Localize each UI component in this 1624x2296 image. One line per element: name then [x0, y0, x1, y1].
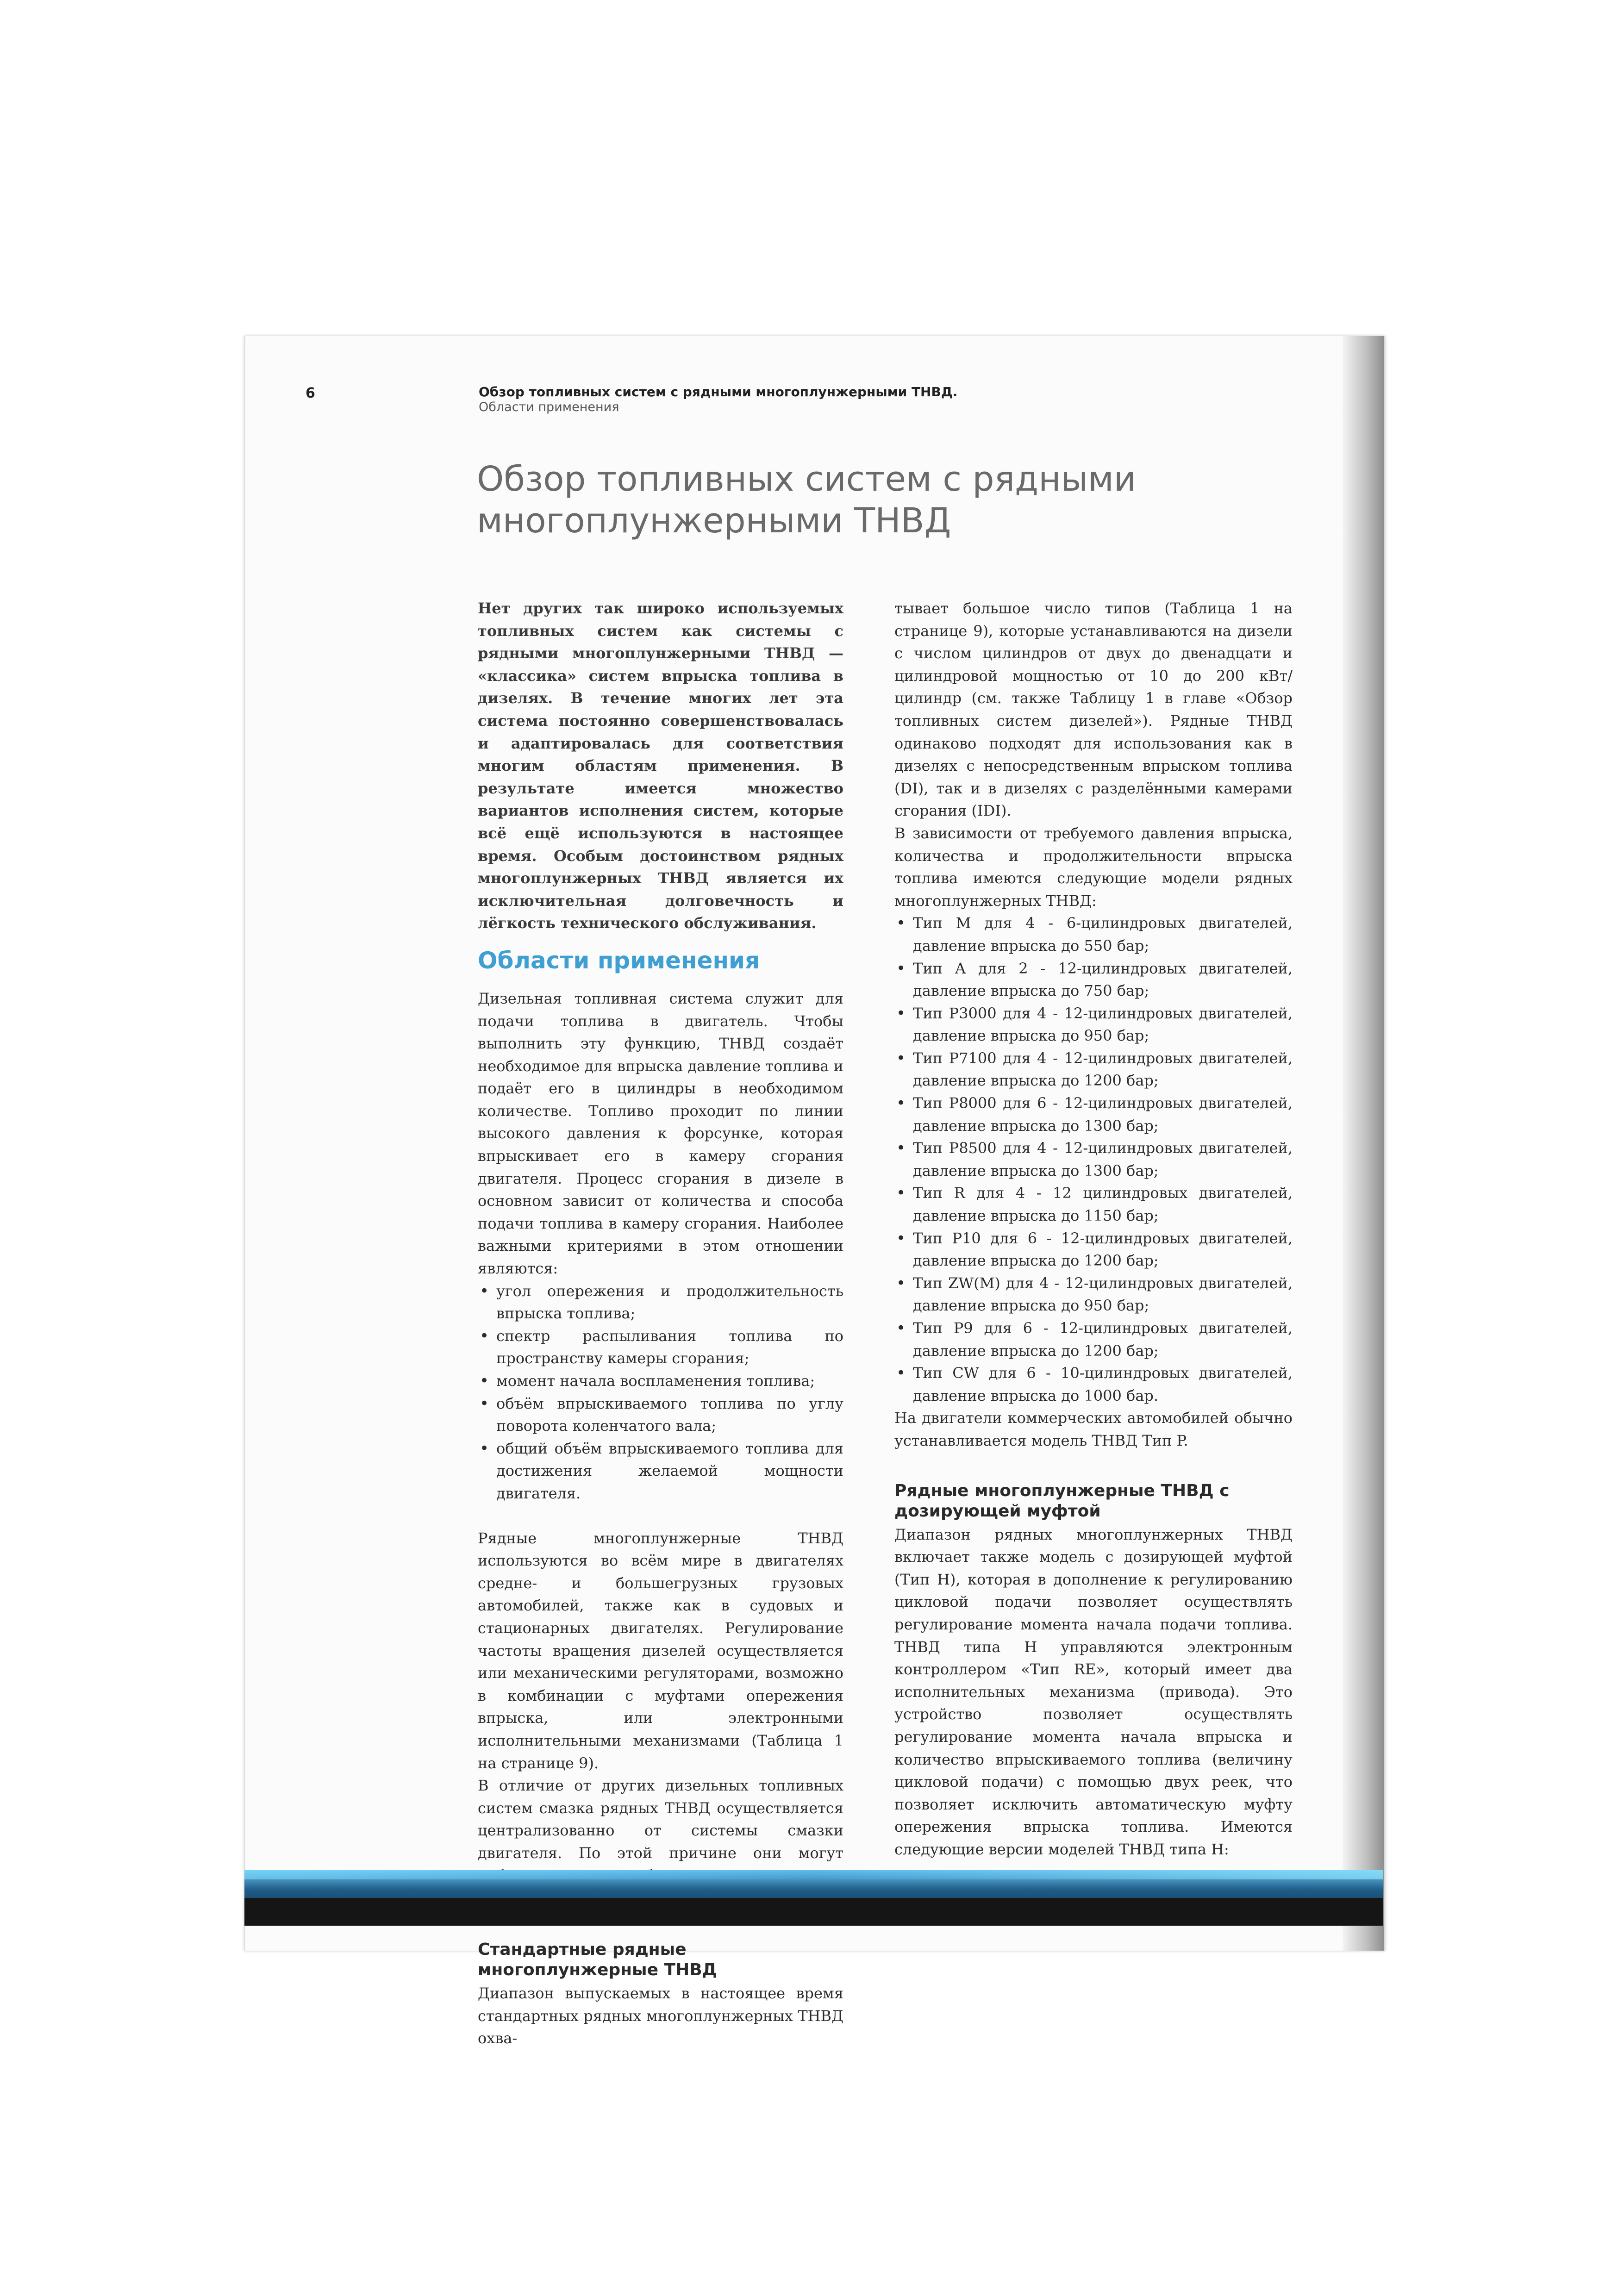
subsection-heading-standard-pumps: Стандартные рядные многоплунжерные ТНВД: [478, 1940, 717, 1980]
list-item: • Тип P8500 для 4 - 12-цилиндровых двигателей, давление впрыска до 1300 бар;: [894, 1137, 1293, 1182]
list-item: • объём впрыскиваемого топлива по углу поворота коленчатого вала;: [478, 1392, 843, 1437]
chapter-title: [477, 458, 1171, 542]
list-item: • Тип P8000 для 6 - 12-цилиндровых двигателей, давление впрыска до 1300 бар;: [894, 1092, 1293, 1137]
applications-paragraph: Дизельная топливная система служит для подачи топлива в двигатель. Чтобы выполнить эту функцию, ТНВД создаёт необходимое для впрыска давление топлива и подаёт его в цилиндры в необходимом количестве. Топливо проходит по линии высокого давления к форсунке, которая впрыскивает его в камеру сгорания двигателя. Процесс сгорания в дизеле в основном зависит от количества и способа подачи топлива в камеру сгорания. Наиболее важными критериями в этом отношении являются:: [478, 989, 843, 1278]
page-number: 6: [306, 385, 315, 401]
range-paragraph: тывает большое число типов (Таблица 1 на странице 9), которые устанавливаются на дизели с числом цилиндров от двух до двенадцати и цилиндровой мощностью от 10 до 200 кВт/цилиндр (см. также Таблицу 1 в главе «Обзор топливных систем дизелей»). Рядные ТНВД одинаково подходят для использования как в дизелях с непосредственным впрыском топлива (DI), так и в дизелях с разделёнными камерами сгорания (IDI).: [894, 599, 1293, 820]
list-item: • Тип P9 для 6 - 12-цилиндровых двигателей, давление впрыска до 1200 бар;: [894, 1317, 1293, 1362]
type-h-paragraph: Диапазон рядных многоплунжерных ТНВД включает также модель с дозирующей муфтой (Тип H), которая в дополнение к регулированию цикловой подачи позволяет осуществлять регулирование момента начала подачи топлива. ТНВД типа H управляются электронным контроллером «Тип RE», который имеет два исполнительных механизма (привода). Это устройство позволяет осуществлять регулирование момента начала впрыска и количество впрыскиваемого топлива (величину цикловой подачи) с помощью двух реек, что позволяет исключить автоматическую муфту опережения впрыска топлива. Имеются следующие версии моделей ТНВД типа H:: [894, 1525, 1293, 1858]
running-head-title: Обзор топливных систем с рядными многоплунжерными ТНВД.: [479, 384, 958, 399]
page-gutter-shadow: [1343, 336, 1384, 1951]
list-item: • угол опережения и продолжительность впрыска топлива;: [478, 1280, 843, 1325]
list-item: • Тип ZW(M) для 4 - 12-цилиндровых двигателей, давление впрыска до 950 бар;: [894, 1272, 1293, 1317]
list-item: • Тип R для 4 - 12 цилиндровых двигателей, давление впрыска до 1150 бар;: [894, 1182, 1293, 1227]
list-item: • Тип P10 для 6 - 12-цилиндровых двигателей, давление впрыска до 1200 бар;: [894, 1227, 1293, 1272]
commercial-vehicles-paragraph: На двигатели коммерческих автомобилей обычно устанавливается модель ТНВД Тип P.: [894, 1409, 1293, 1449]
spacer: [894, 1452, 1293, 1474]
list-item: • Тип M для 4 - 6-цилиндровых двигателей, давление впрыска до 550 бар;: [894, 912, 1293, 957]
subsection-heading-metering-sleeve: Рядные многоплунжерные ТНВД с дозирующей муфтой: [894, 1481, 1230, 1521]
band-highlight: [244, 1870, 1383, 1879]
criteria-list: [478, 1280, 843, 1505]
models-intro-paragraph: В зависимости от требуемого давления впрыска, количества и продолжительности впрыска топлива имеются следующие модели рядных многоплунжерных ТНВД:: [894, 824, 1293, 910]
band-dark-strip: [244, 1898, 1383, 1926]
left-column: [478, 597, 843, 2050]
list-item: • спектр распыливания топлива по пространству камеры сгорания;: [478, 1325, 843, 1370]
list-item: • Тип A для 2 - 12-цилиндровых двигателей, давление впрыска до 750 бар;: [894, 957, 1293, 1002]
pump-models-list: [894, 912, 1293, 1407]
running-head: [479, 384, 1127, 415]
decorative-bottom-band: [244, 1870, 1383, 1926]
list-item: • общий объём впрыскиваемого топлива для достижения желаемой мощности двигателя.: [478, 1437, 843, 1505]
running-head-subtitle: Области применения: [479, 400, 619, 414]
chapter-title-line-1: Обзор топливных систем с рядными: [477, 459, 1136, 499]
usage-paragraph: Рядные многоплунжерные ТНВД используются во всём мире в двигателях средне- и большегрузных грузовых автомобилей, также как в судовых и стационарных двигателях. Регулирование частоты вращения дизелей осуществляется или механическими регуляторами, возможно в комбинации с муфтами опережения впрыска, или электронными исполнительными механизмами (Таблица 1 на странице 9).: [478, 1529, 843, 1772]
list-item: • Тип P3000 для 4 - 12-цилиндровых двигателей, давление впрыска до 950 бар;: [894, 1002, 1293, 1047]
standard-pumps-paragraph: Диапазон выпускаемых в настоящее время стандартных рядных многоплунжерных ТНВД охва-: [478, 1984, 843, 2047]
right-column: [894, 597, 1293, 1860]
spacer: [478, 1505, 843, 1527]
lead-paragraph: Нет других так широко используемых топливных систем как системы с рядными многоплунжерными ТНВД — «классика» систем впрыска топлива в дизелях. В течение многих лет эта система постоянно совершенствовалась и адаптировалась для соответствия многим областям применения. В результате имеется множество вариантов исполнения систем, которые всё ещё используются в настоящее время. Особым достоинством рядных многоплунжерных ТНВД является их исключительная долговечность и лёгкость технического обслуживания.: [478, 599, 843, 932]
lubrication-paragraph: В отличие от других дизельных топливных систем смазка рядных ТНВД осуществляется централизованно от системы смазки двигателя. По этой причине они могут: [478, 1777, 843, 1862]
chapter-title-line-2: многоплунжерными ТНВД: [477, 501, 951, 541]
list-item: • Тип P7100 для 4 - 12-цилиндровых двигателей, давление впрыска до 1200 бар;: [894, 1047, 1293, 1092]
section-heading-applications: Области применения: [478, 947, 760, 974]
list-item: • момент начала воспламенения топлива;: [478, 1370, 843, 1392]
list-item: • Тип CW для 6 - 10-цилиндровых двигателей, давление впрыска до 1000 бар.: [894, 1362, 1293, 1407]
